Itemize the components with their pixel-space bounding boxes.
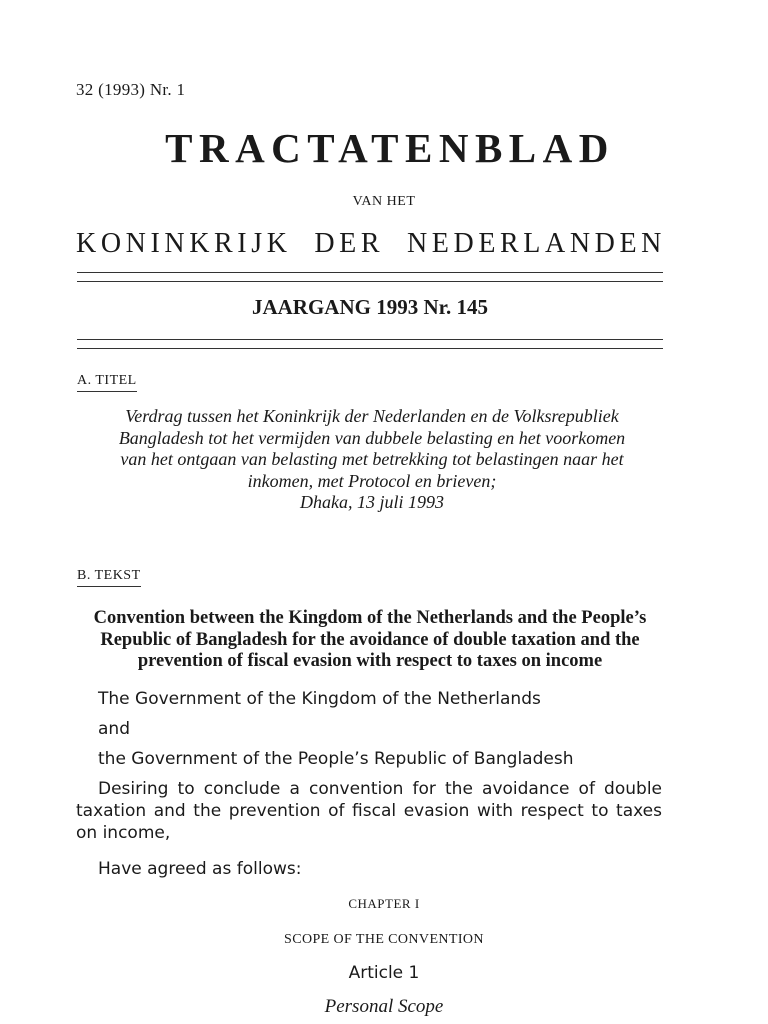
preamble-paragraph: and — [98, 719, 130, 739]
dutch-title-line: inkomen, met Protocol en brieven; — [247, 470, 497, 491]
preamble-paragraph: the Government of the People’s Republic of Bangladesh — [98, 749, 574, 769]
volume-number: JAARGANG 1993 Nr. 145 — [251, 295, 489, 319]
section-a-heading: A. TITEL — [77, 373, 137, 392]
article-heading: Article 1 — [348, 963, 420, 983]
kingdom-name: KONINKRIJK DER NEDERLANDEN — [76, 228, 666, 259]
english-title-line: prevention of fiscal evasion with respect to taxes on income — [137, 651, 603, 671]
preamble-paragraph: Have agreed as follows: — [98, 859, 302, 879]
dutch-title-place-date: Dhaka, 13 juli 1993 — [300, 492, 444, 512]
english-title-line: Republic of Bangladesh for the avoidance of double taxation and the — [100, 629, 640, 650]
publication-title: TRACTATENBLAD — [165, 125, 615, 171]
preamble-paragraph: The Government of the Kingdom of the Netherlands — [98, 689, 541, 709]
divider-rule — [77, 348, 663, 349]
publication-subtitle: VAN HET — [352, 194, 416, 209]
section-b-heading: B. TEKST — [77, 568, 141, 587]
english-title-line: Convention between the Kingdom of the Netherlands and the People’s — [93, 608, 647, 628]
chapter-heading: CHAPTER I — [348, 896, 420, 911]
dutch-title-line: van het ontgaan van belasting met betrekking tot belastingen naar het — [120, 449, 624, 469]
article-title: Personal Scope — [324, 996, 444, 1017]
dutch-treaty-title — [74, 406, 670, 514]
divider-rule — [77, 339, 663, 340]
divider-rule — [77, 281, 663, 282]
divider-rule — [77, 272, 663, 273]
english-convention-title — [70, 608, 670, 673]
dutch-title-line: Bangladesh tot het vermijden van dubbele belasting en het voorkomen — [118, 427, 626, 448]
dutch-title-line: Verdrag tussen het Koninkrijk der Nederlanden en de Volksrepubliek — [125, 406, 619, 426]
chapter-title: SCOPE OF THE CONVENTION — [284, 932, 484, 947]
preamble-paragraph: Desiring to conclude a convention for the avoidance of double taxation and the prevention of fiscal evasion with respect to taxes on income, — [76, 779, 662, 843]
document-reference: 32 (1993) Nr. 1 — [76, 80, 186, 99]
